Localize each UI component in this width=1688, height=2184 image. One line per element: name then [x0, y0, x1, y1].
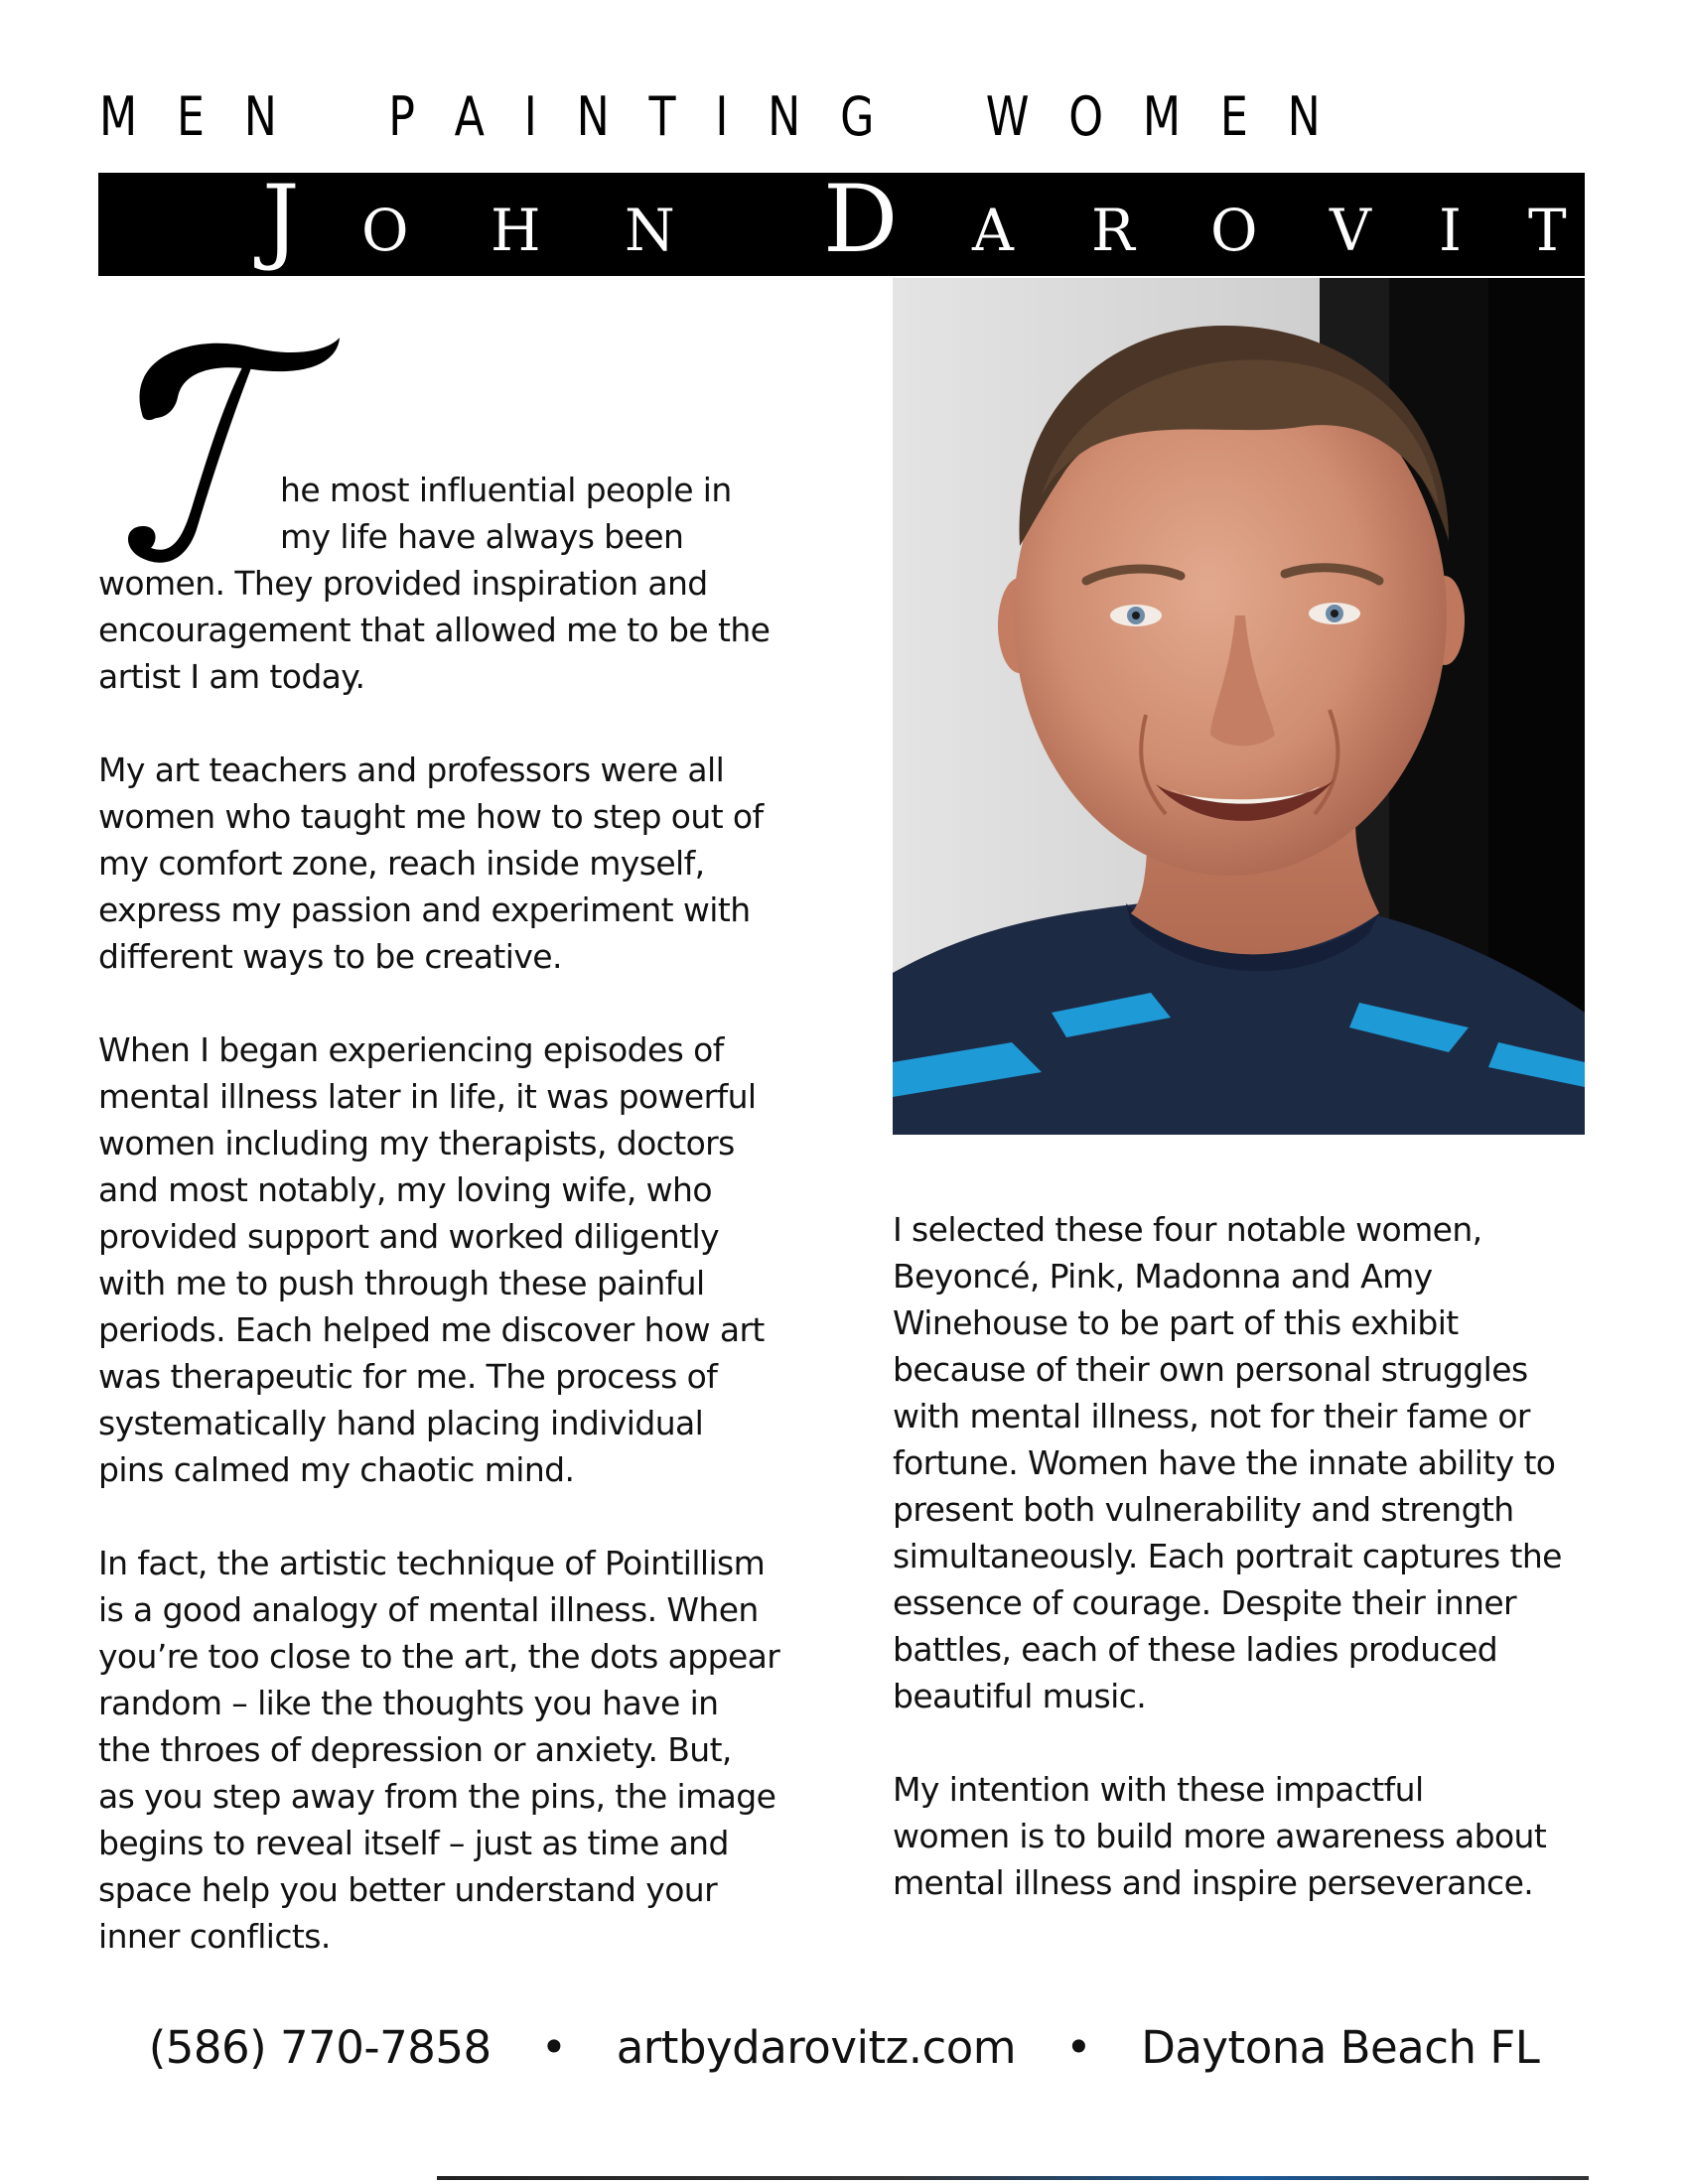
series-title-letter: N: [576, 85, 610, 148]
series-title-letter: A: [454, 85, 485, 148]
artist-name: [98, 166, 1653, 276]
artist-name-letter: N: [625, 197, 675, 264]
right-column-text: [893, 1206, 1562, 1953]
artist-name-banner: [98, 166, 1653, 276]
contact-phone: (586) 770-7858: [148, 2021, 492, 2074]
artist-name-letter: A: [972, 197, 1014, 264]
text-line: women who taught me how to step out of: [98, 797, 764, 836]
text-line: mental illness and inspire perseverance.: [893, 1863, 1534, 1902]
text-line: and most notably, my loving wife, who: [98, 1170, 712, 1209]
artist-name-letter: D: [823, 166, 899, 274]
series-title-letter: N: [768, 85, 801, 148]
artist-name-letter: Z: [1613, 197, 1653, 264]
left-column-text: [98, 467, 779, 2006]
text-line: Winehouse to be part of this exhibit: [893, 1303, 1459, 1342]
text-line: because of their own personal struggles: [893, 1350, 1528, 1389]
series-title-letter: N: [1287, 85, 1321, 148]
text-line: was therapeutic for me. The process of: [98, 1357, 718, 1396]
artist-name-letter: R: [1091, 197, 1135, 264]
text-line: you’re too close to the art, the dots appear: [98, 1637, 780, 1676]
text-line: the throes of depression or anxiety. But,: [98, 1730, 732, 1769]
separator-dot: •: [540, 2021, 567, 2074]
artist-name-letter: I: [1439, 197, 1462, 264]
text-line: is a good analogy of mental illness. When: [98, 1590, 759, 1629]
contact-location: Daytona Beach FL: [1141, 2021, 1540, 2074]
series-title-letter: M: [1142, 85, 1182, 148]
series-title-letter: G: [840, 85, 875, 148]
text-line: systematically hand placing individual: [98, 1404, 704, 1442]
text-line: random – like the thoughts you have in: [98, 1684, 719, 1722]
text-line: My art teachers and professors were all: [98, 751, 725, 789]
text-line: My intention with these impactful: [893, 1770, 1424, 1809]
text-line: women is to build more awareness about: [893, 1817, 1547, 1855]
series-title-letter: M: [99, 85, 138, 148]
series-title-letter: E: [176, 85, 205, 148]
artist-name-letter: V: [1330, 197, 1371, 264]
artist-name-letter: T: [1528, 197, 1567, 264]
artist-name-letter: O: [1210, 197, 1258, 264]
text-line: essence of courage. Despite their inner: [893, 1583, 1517, 1622]
word-gap: [914, 87, 946, 147]
word-gap: [317, 87, 350, 147]
text-line: he most influential people in: [280, 471, 732, 509]
text-line: with me to push through these painful: [98, 1264, 705, 1302]
contact-footer: [0, 2020, 1688, 2076]
artist-name-letter: J: [262, 166, 300, 274]
text-line: inner conflicts.: [98, 1917, 331, 1956]
series-title-letter: N: [243, 85, 277, 148]
text-line: battles, each of these ladies produced: [893, 1630, 1498, 1669]
series-title-letter: E: [1219, 85, 1248, 148]
separator-dot: •: [1065, 2021, 1092, 2074]
intro-paragraph: [98, 467, 779, 700]
text-line: express my passion and experiment with: [98, 890, 751, 929]
series-title-letter: W: [985, 85, 1030, 148]
text-line: I selected these four notable women,: [893, 1210, 1482, 1249]
artist-name-letter: H: [491, 197, 541, 264]
series-title-letter: O: [1068, 85, 1104, 148]
text-line: Beyoncé, Pink, Madonna and Amy: [893, 1257, 1433, 1296]
artist-portrait-photo: [893, 278, 1585, 1135]
text-line: begins to reveal itself – just as time and: [98, 1824, 729, 1862]
text-line: different ways to be creative.: [98, 937, 562, 976]
text-line: women including my therapists, doctors: [98, 1124, 735, 1162]
text-line: fortune. Women have the innate ability to: [893, 1443, 1556, 1482]
text-line: as you step away from the pins, the image: [98, 1777, 776, 1816]
series-title-letter: I: [715, 85, 729, 148]
text-line: encouragement that allowed me to be the: [98, 611, 771, 649]
text-line: my life have always been: [280, 517, 684, 556]
text-line: with mental illness, not for their fame or: [893, 1397, 1530, 1435]
artist-name-letter: O: [361, 197, 409, 264]
text-line: periods. Each helped me discover how art: [98, 1310, 765, 1349]
text-line: provided support and worked diligently: [98, 1217, 720, 1256]
series-title-letter: I: [523, 85, 537, 148]
text-line: mental illness later in life, it was powerful: [98, 1077, 757, 1116]
text-line: artist I am today.: [98, 657, 365, 696]
text-line: beautiful music.: [893, 1677, 1147, 1715]
bottom-rule-divider: [437, 2176, 1589, 2180]
text-line: When I began experiencing episodes of: [98, 1030, 724, 1069]
text-line: pins calmed my chaotic mind.: [98, 1450, 575, 1489]
text-line: simultaneously. Each portrait captures the: [893, 1537, 1562, 1575]
body-paragraph: [893, 1766, 1562, 1906]
text-line: present both vulnerability and strength: [893, 1490, 1514, 1529]
text-line: space help you better understand your: [98, 1870, 718, 1909]
contact-website: artbydarovitz.com: [616, 2021, 1017, 2074]
body-paragraph: [98, 1540, 779, 1960]
series-title-letter: T: [648, 85, 676, 148]
text-line: In fact, the artistic technique of Pointillism: [98, 1544, 766, 1582]
body-paragraph: [98, 1026, 779, 1493]
series-title: [99, 87, 1321, 147]
body-paragraph: [893, 1206, 1562, 1719]
text-line: my comfort zone, reach inside myself,: [98, 844, 705, 883]
body-paragraph: [98, 747, 779, 980]
text-line: women. They provided inspiration and: [98, 564, 708, 603]
series-title-letter: P: [388, 85, 415, 148]
